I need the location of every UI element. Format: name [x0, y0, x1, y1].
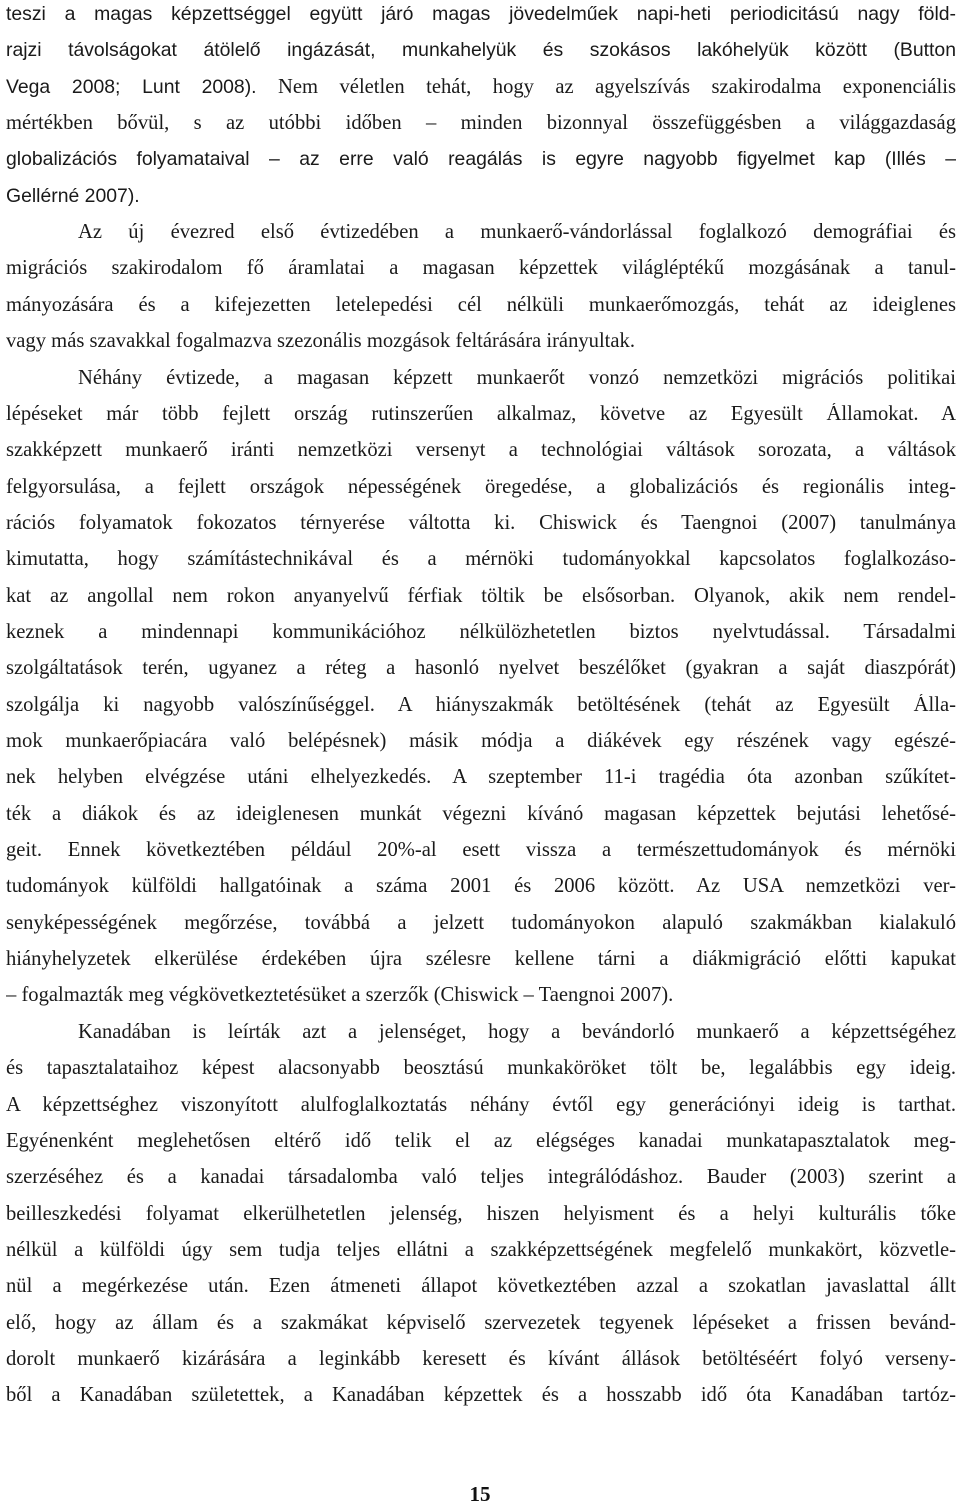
text-line	[6, 1239, 956, 1273]
text-line	[6, 1312, 956, 1346]
text-line	[6, 1275, 956, 1309]
text-segment: felgyorsulása, a fejlett országok népességének öregedése, a globalizációs és regionális integ-	[6, 475, 956, 498]
text-segment: globalizációs folyamataival – az erre való reagálás is egyre nagyobb figyelmet kap (Illés –	[6, 148, 956, 171]
text-line	[6, 112, 956, 146]
text-segment: Egyénenként meglehetősen eltérő idő telik el az elégséges kanadai munkatapasztalatok meg-	[6, 1129, 956, 1152]
text-line	[6, 548, 956, 582]
text-segment: szakképzett munkaerő iránti nemzetközi versenyt a technológiai váltások sorozata, a váltások	[6, 439, 956, 462]
text-line	[6, 912, 956, 946]
text-line	[6, 803, 956, 837]
text-line	[6, 439, 956, 473]
text-line	[6, 1166, 956, 1200]
text-line	[6, 766, 956, 800]
page-number: 15	[469, 1482, 491, 1506]
text-segment: rajzi távolságokat átölelő ingázását, munkahelyük és szokásos lakóhelyük között (Button	[6, 39, 956, 62]
text-segment: mértékben bővül, s az utóbbi időben – minden bizonnyal összefüggésben a világgazdaság	[6, 112, 956, 135]
text-line	[6, 185, 956, 219]
text-segment: mányozására és a kifejezetten letelepedési cél nélküli munkaerőmozgás, tehát az ideiglenes	[6, 293, 956, 316]
text-segment: Az új évezred első évtizedében a munkaerő-vándorlással foglalkozó demográfiai és	[78, 221, 956, 244]
text-segment: ték a diákok és az ideiglenesen munkát végezni kívánó magasan képzettek bejutási lehetősé-	[6, 802, 956, 825]
text-segment: Kanadában is leírták azt a jelenséget, hogy a bevándorló munkaerő a képzettségéhez	[78, 1020, 956, 1043]
text-line	[6, 1384, 956, 1418]
text-segment: vagy más szavakkal fogalmazva szezonális mozgások feltárására irányultak.	[6, 330, 635, 353]
text-segment: elő, hogy az állam és a szakmákat képviselő szervezetek tegyenek lépéseket a frissen bevánd-	[6, 1311, 956, 1334]
text-segment: lépéseket már több fejlett ország rutinszerűen alkalmaz, követve az Egyesült Államokat. A	[6, 402, 956, 425]
text-line	[6, 585, 956, 619]
text-line	[6, 330, 956, 364]
text-line	[6, 1094, 956, 1128]
text-line	[6, 621, 956, 655]
text-line	[6, 1130, 956, 1164]
text-segment: szolgáltatások terén, ugyanez a réteg a hasonló nyelvet beszélőket (gyakran a saját diaszpórát)	[6, 657, 956, 680]
text-line	[6, 657, 956, 691]
text-segment: dorolt munkaerő kizárására a leginkább keresett és kívánt állások betöltéséért folyó verseny-	[6, 1347, 956, 1370]
text-segment: – fogalmazták meg végkövetkeztetésüket a szerzők (Chiswick – Taengnoi 2007).	[6, 984, 674, 1007]
text-segment: nek helyben elvégzése utáni elhelyezkedés. A szeptember 11-i tragédia óta azonban szűkítet-	[6, 766, 956, 789]
text-segment: szolgálja ki nagyobb valószínűséggel. A hiányszakmák betöltésének (tehát az Egyesült Álla-	[6, 693, 956, 716]
text-segment: Nem véletlen tehát, hogy az agyelszívás szakirodalma exponenciális	[256, 75, 956, 98]
text-segment: kat az angollal nem rokon anyanyelvű férfiak töltik be elsősorban. Olyanok, akik nem rendel-	[6, 584, 956, 607]
text-segment: Gellérné 2007).	[6, 184, 140, 207]
text-segment: tudományok külföldi hallgatóinak a száma 2001 és 2006 között. Az USA nemzetközi ver-	[6, 875, 956, 898]
text-line	[6, 1057, 956, 1091]
text-line	[6, 476, 956, 510]
text-line	[6, 839, 956, 873]
text-segment: ből a Kanadában születettek, a Kanadában képzettek és a hosszabb idő óta Kanadában tartóz-	[6, 1384, 956, 1407]
text-segment: mok munkaerőpiacára való belépésnek) másik módja a diákévek egy részének vagy egészé-	[6, 730, 956, 752]
text-segment: senyképességének megőrzése, továbbá a jelzett tudományokon alapuló szakmákban kialakuló	[6, 911, 956, 934]
text-line	[6, 875, 956, 909]
text-segment: beilleszkedési folyamat elkerülhetetlen jelenség, hiszen helyisment és a helyi kulturális tőke	[6, 1202, 956, 1225]
text-segment: rációs folyamatok fokozatos térnyerése váltotta ki. Chiswick és Taengnoi (2007) tanulmánya	[6, 511, 956, 534]
text-segment: A képzettséghez viszonyított alulfoglalkoztatás néhány évtől egy generációnyi ideig is tarthat.	[6, 1093, 956, 1116]
text-line	[6, 1348, 956, 1382]
text-segment: keznek a mindennapi kommunikációhoz nélkülözhetetlen biztos nyelvtudással. Társadalmi	[6, 620, 956, 643]
text-line	[6, 39, 956, 73]
text-segment: migrációs szakirodalom fő áramlatai a magasan képzettek világléptékű mozgásának a tanul-	[6, 257, 956, 280]
text-line	[6, 148, 956, 182]
text-line	[6, 948, 956, 982]
text-segment: nélkül a külföldi úgy sem tudja teljes ellátni a szakképzettségének megfelelő munkakört, közvetle-	[6, 1238, 956, 1261]
text-line	[6, 257, 956, 291]
text-line	[6, 1203, 956, 1237]
text-line	[6, 512, 956, 546]
text-segment: geit. Ennek következtében például 20%-al esett vissza a természettudományok és mérnöki	[6, 839, 956, 862]
text-line	[6, 694, 956, 728]
text-line	[78, 367, 956, 401]
text-segment: Néhány évtizede, a magasan képzett munkaerőt vonzó nemzetközi migrációs politikai	[78, 366, 956, 389]
text-line	[6, 730, 956, 764]
text-segment: Vega 2008; Lunt 2008).	[6, 75, 257, 98]
text-line	[78, 1021, 956, 1055]
text-line	[6, 984, 956, 1018]
text-line	[6, 403, 956, 437]
text-segment: és tapasztalataihoz képest alacsonyabb beosztású munkaköröket tölt be, legalábbis egy ideig.	[6, 1057, 956, 1080]
text-line	[6, 76, 956, 110]
text-segment: teszi a magas képzettséggel együtt járó magas jövedelműek napi-heti periodicitású nagy föld-	[6, 3, 956, 25]
text-segment: szerzéséhez és a kanadai társadalomba való teljes integrálódáshoz. Bauder (2003) szerint a	[6, 1166, 956, 1189]
text-segment: hiányhelyzetek elkerülése érdekében újra szélesre kellene tárni a diákmigráció előtti kapukat	[6, 948, 956, 971]
text-line	[6, 3, 956, 37]
text-segment: kimutatta, hogy számítástechnikával és a mérnöki tudományokkal kapcsolatos foglalkozáso-	[6, 548, 956, 571]
text-line	[78, 221, 956, 255]
text-line	[6, 294, 956, 328]
text-segment: nül a megérkezése után. Ezen átmeneti állapot következtében azzal a szokatlan javaslattal állt	[6, 1275, 956, 1298]
